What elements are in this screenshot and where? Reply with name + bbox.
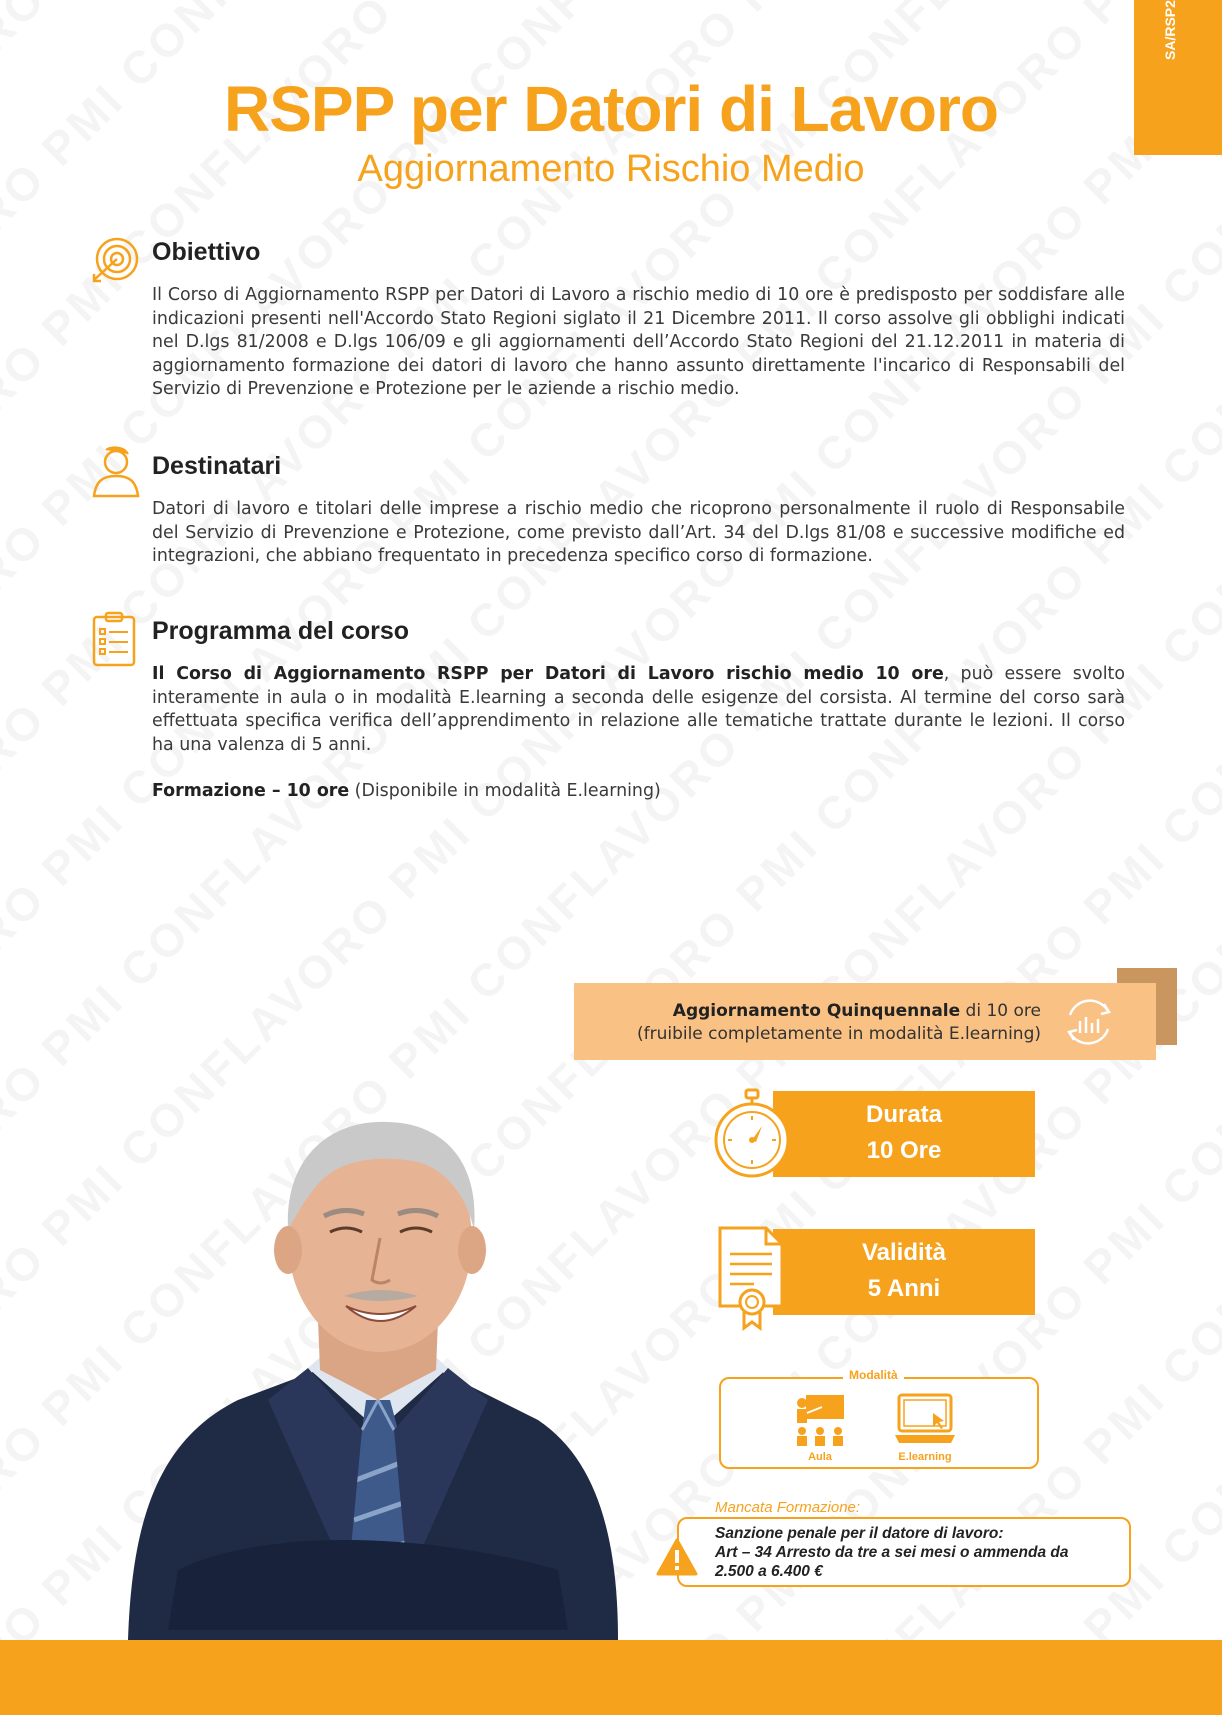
durata-label: Durata (865, 1101, 943, 1128)
section-destinatari (90, 446, 1125, 586)
penalty-line2: Art – 34 Arresto da tre a sei mesi o ammenda da (715, 1544, 1069, 1561)
aggiornamento-banner (574, 983, 1156, 1060)
modalita-aula (792, 1393, 848, 1463)
validita-label: Validità (861, 1239, 947, 1266)
penalty-line1: Sanzione penale per il datore di lavoro: (715, 1525, 1004, 1542)
page-title: RSPP per Datori di Lavoro (224, 73, 998, 145)
formazione-text: (Disponibile in modalità E.learning) (349, 781, 661, 802)
certificate-icon (716, 1224, 788, 1332)
destinatari-paragraph: Datori di lavoro e titolari delle imprese a rischio medio che ricoprono personalmente il ruolo di Responsabile del Servizio di Prevenzione e Protezione, come previsto dall’Art. 34 del D.lgs 81/08 e successive modifiche ed integrazioni, che abbiano frequentato in precedenza specifico corso di formazione. (152, 499, 1125, 567)
aggiornamento-bold: Aggiornamento Quinquennale (672, 1001, 961, 1021)
elearning-label: E.learning (898, 1451, 952, 1463)
aggiornamento-line1 (673, 1001, 1041, 1021)
validita-box (773, 1229, 1035, 1315)
person-icon (90, 446, 140, 502)
penalty-line3: 2.500 a 6.400 € (715, 1563, 823, 1580)
validita-value: 5 Anni (867, 1275, 941, 1302)
warning-icon (656, 1538, 698, 1576)
penalty-heading: Mancata Formazione: (715, 1499, 861, 1516)
section-text (152, 663, 1125, 804)
businessman-photo (118, 1100, 638, 1640)
aggiornamento-rest: di 10 ore (960, 1001, 1041, 1021)
section-title: Obiettivo (152, 238, 261, 266)
page-subtitle: Aggiornamento Rischio Medio (357, 148, 865, 190)
section-programma (90, 611, 1125, 841)
programma-paragraph (152, 663, 1125, 757)
modalita-title: Modalità (843, 1368, 904, 1382)
durata-value: 10 Ore (866, 1137, 942, 1164)
obiettivo-paragraph: Il Corso di Aggiornamento RSPP per Datori di Lavoro a rischio medio di 10 ore è predisposto per soddisfare alle indicazioni presenti nell'Accordo Stato Regioni siglato il 21 Dicembre 2011. Il corso assolve gli obblighi indicati nel D.lgs 81/2008 e D.lgs 106/09 e gli aggiornamenti dell’Accordo Stato Regioni del 21.12.2011 in materia di aggiornamento formazione dei datori di lavoro che hanno assunto direttamente l'incarico di Responsabili del Servizio di Prevenzione e Protezione per le aziende a rischio medio. (152, 285, 1125, 400)
penalty-text (715, 1524, 1125, 1581)
cycle-chart-icon (1060, 993, 1118, 1051)
modalita-elearning (893, 1393, 957, 1463)
section-text (152, 498, 1125, 569)
formazione-bold: Formazione – 10 ore (152, 781, 350, 802)
section-text (152, 284, 1125, 402)
aula-label: Aula (808, 1451, 832, 1463)
programma-intro-text: , può essere svolto interamente in aula o in modalità E.learning a seconda delle esigenze del corsista. Al termine del corso sarà effettuata specifica verifica dell’apprendimento in relazione alle tematiche trattate durante le lezioni. Il corso ha una valenza di 5 anni. (152, 664, 1125, 755)
programma-intro-bold: Il Corso di Aggiornamento RSPP per Datori di Lavoro rischio medio 10 ore (152, 664, 944, 684)
target-icon (90, 232, 140, 288)
footer-bar (0, 1640, 1222, 1715)
formazione-line (152, 780, 1125, 804)
modalita-box (719, 1377, 1039, 1469)
stopwatch-icon (710, 1088, 794, 1184)
section-title: Programma del corso (152, 617, 410, 645)
laptop-icon (893, 1393, 957, 1447)
section-obiettivo (90, 232, 1125, 412)
section-title: Destinatari (152, 452, 282, 480)
penalty-box (677, 1517, 1131, 1587)
checklist-icon (90, 611, 140, 667)
aggiornamento-line2: (fruibile completamente in modalità E.learning) (636, 1024, 1041, 1044)
durata-box (773, 1091, 1035, 1177)
document-code: SA/RSP2 (1162, 0, 1178, 60)
classroom-icon (792, 1393, 848, 1447)
